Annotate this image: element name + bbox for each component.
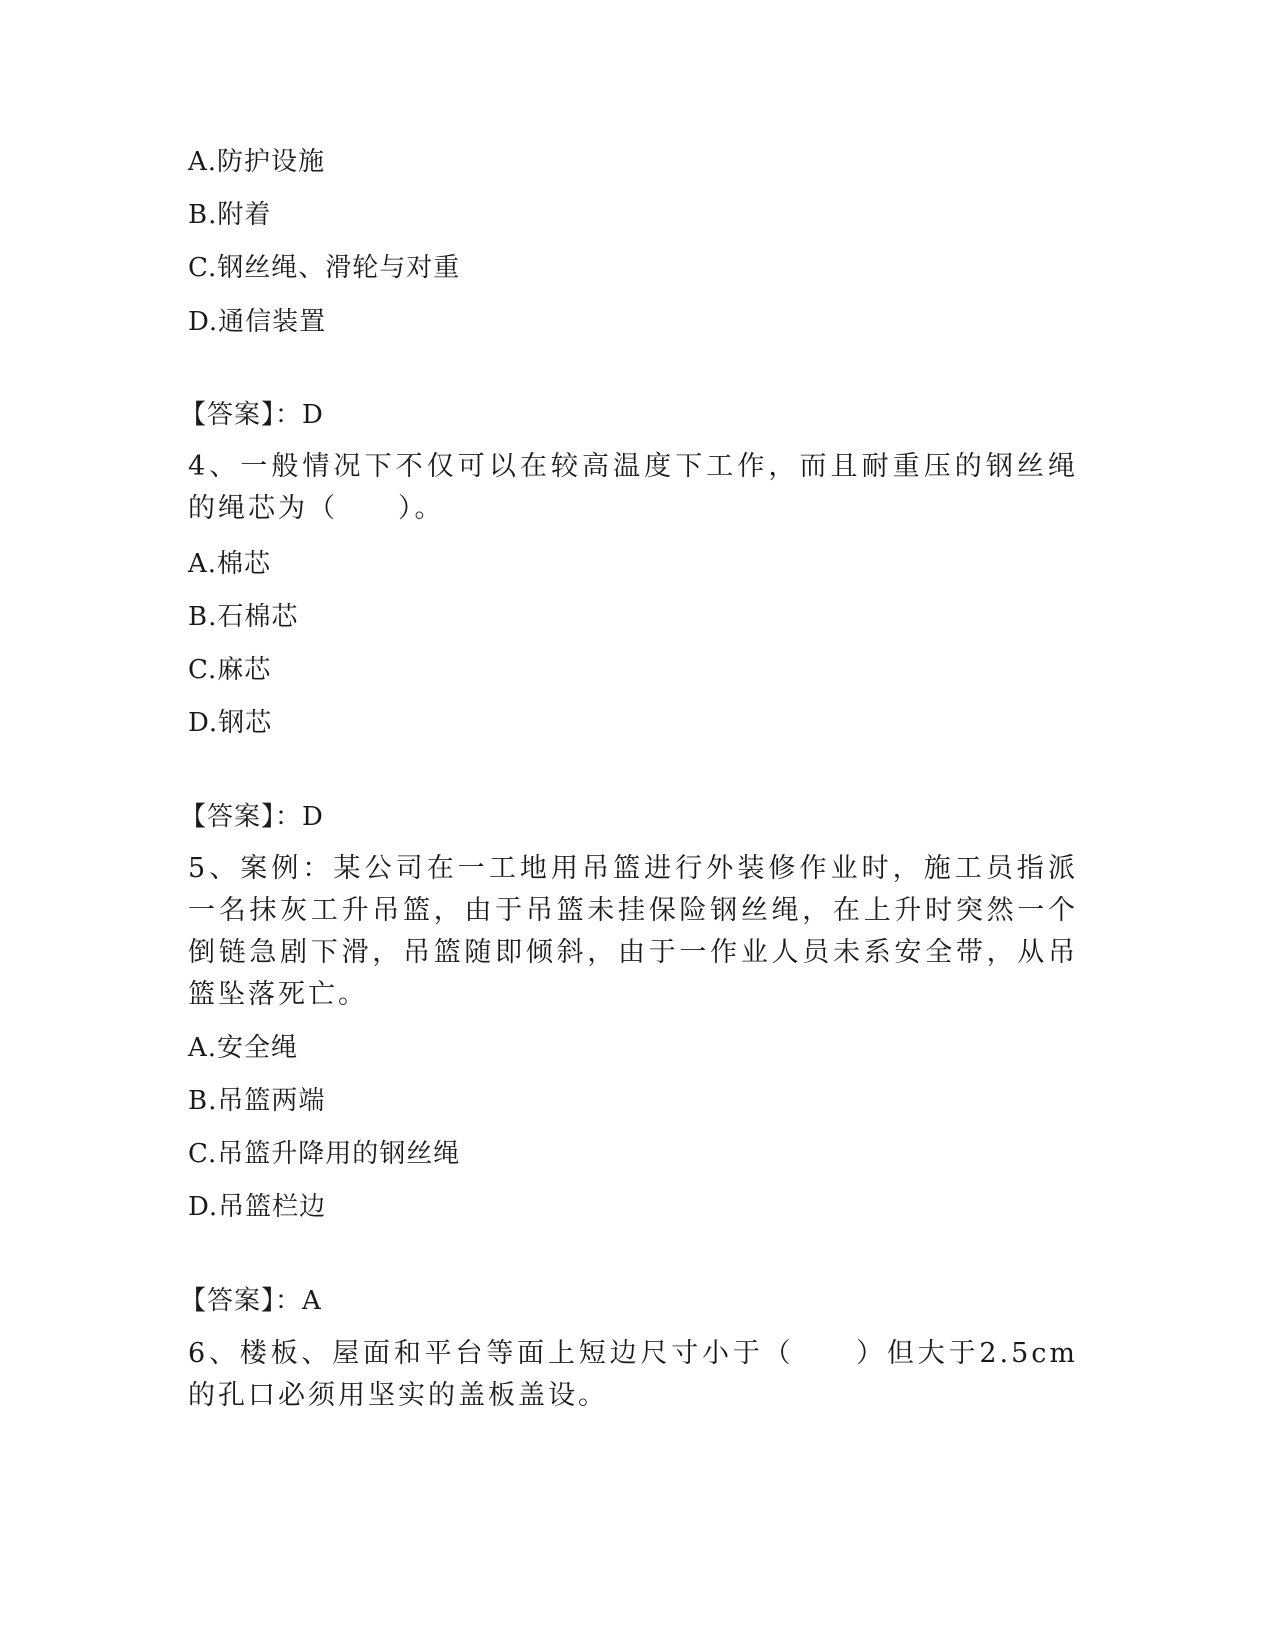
q6-stem: 6、楼板、屋面和平台等面上短边尺寸小于（ ）但大于2.5cm的孔口必须用坚实的盖板盖设。 [188, 1338, 1078, 1411]
q5-option-c: C.吊篮升降用的钢丝绳 [188, 1139, 461, 1169]
q4-option-a: A.棉芯 [188, 549, 272, 579]
q5-stem: 5、案例：某公司在一工地用吊篮进行外装修作业时，施工员指派一名抹灰工升吊篮，由于吊篮未挂保险钢丝绳，在上升时突然一个倒链急剧下滑，吊篮随即倾斜，由于一作业人员未系安全带，从吊篮坠落死亡。 [188, 853, 1078, 1010]
q3-answer: 【答案】：D [180, 400, 324, 430]
q4-option-d: D.钢芯 [188, 708, 273, 738]
q5-option-d: D.吊篮栏边 [188, 1192, 327, 1222]
q4-option-b: B.石棉芯 [188, 602, 299, 632]
q5-option-a: A.安全绳 [188, 1033, 299, 1063]
q3-option-a: A.防护设施 [188, 147, 326, 177]
q5-option-b: B.吊篮两端 [188, 1086, 326, 1116]
q5-answer: 【答案】：A [180, 1286, 322, 1316]
q3-option-b: B.附着 [188, 200, 272, 230]
q4-answer: 【答案】：D [180, 802, 324, 832]
q4-stem: 4、一般情况下不仅可以在较高温度下工作，而且耐重压的钢丝绳的绳芯为（ ）。 [188, 451, 1078, 524]
q4-option-c: C.麻芯 [188, 655, 272, 685]
q3-option-d: D.通信装置 [188, 307, 327, 337]
q3-option-c: C.钢丝绳、滑轮与对重 [188, 253, 461, 283]
